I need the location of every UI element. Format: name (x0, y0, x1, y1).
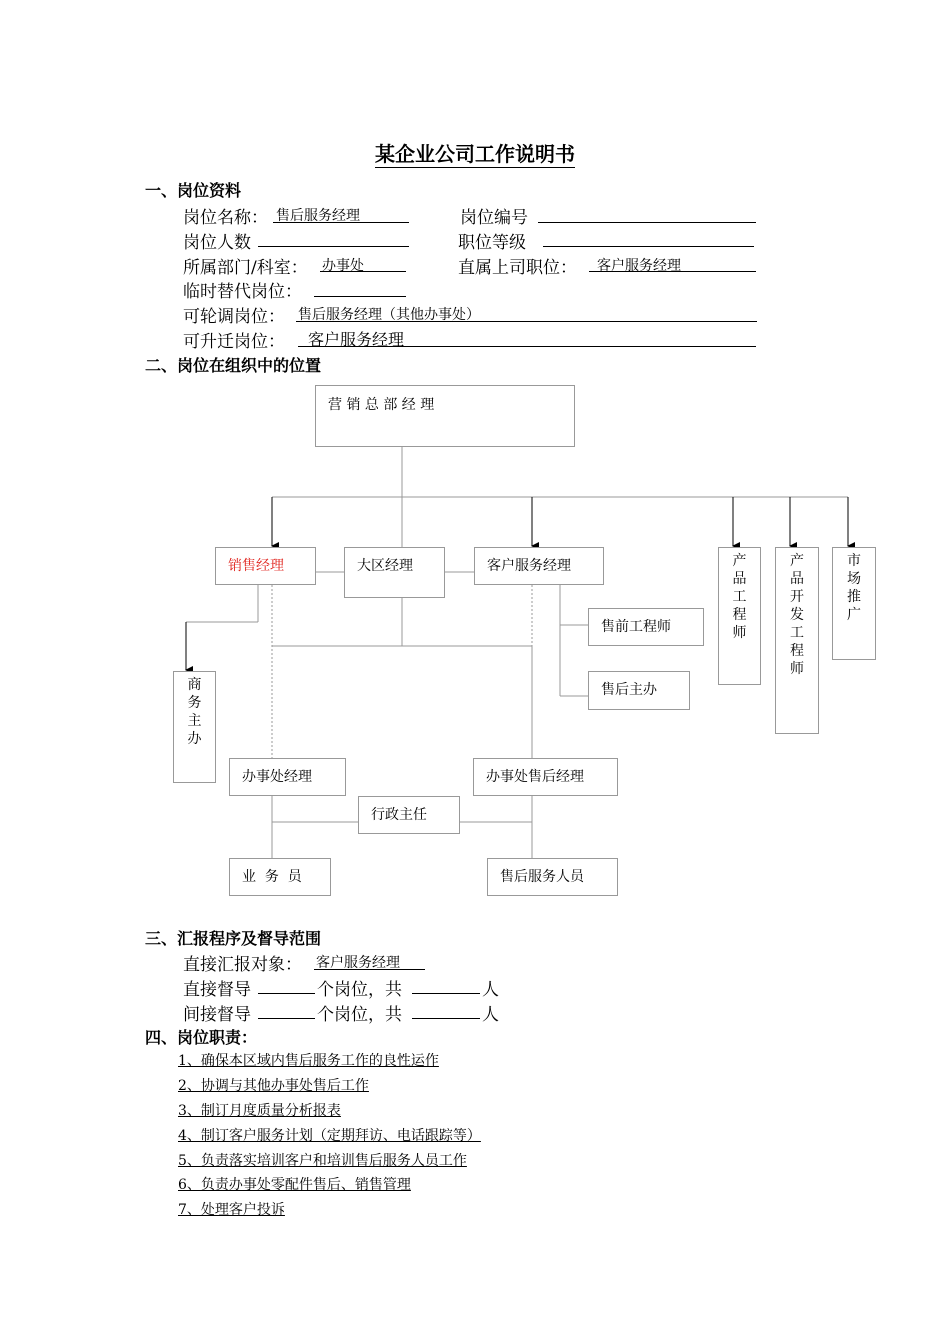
org-aftersales-staff-label: 售后服务人员 (500, 869, 584, 885)
page-title: 某企业公司工作说明书 (375, 142, 575, 166)
char: 办 (187, 731, 202, 747)
duty-item: 4、制订客户服务计划（定期拜访、电话跟踪等） (178, 1128, 481, 1144)
char: 师 (732, 625, 747, 641)
section1-heading: 一、岗位资料 (145, 181, 242, 200)
char: 开 (790, 589, 804, 605)
org-region-manager-label: 大区经理 (357, 558, 413, 574)
post-no-label: 岗位编号 (460, 208, 528, 228)
duty-item: 1、确保本区域内售后服务工作的良性运作 (178, 1053, 439, 1069)
char: 市 (847, 553, 861, 569)
org-office-aftersales-manager-label: 办事处售后经理 (486, 769, 584, 785)
org-region-manager (344, 547, 445, 598)
org-sales-manager (215, 547, 316, 585)
temp-label: 临时替代岗位： (183, 282, 302, 302)
dept-label: 所属部门/科室： (183, 258, 308, 278)
section4-heading: 四、岗位职责： (145, 1028, 258, 1047)
direct-report-label: 直接汇报对象： (183, 955, 302, 975)
org-admin-director-label: 行政主任 (371, 807, 427, 823)
indirect-supervise-people-field (412, 1000, 480, 1019)
char: 发 (790, 607, 804, 623)
org-office-manager-label: 办事处经理 (242, 769, 312, 785)
char: 主 (187, 713, 202, 729)
rotate-label: 可轮调岗位： (183, 307, 285, 327)
duty-item: 2、协调与其他办事处售后工作 (178, 1078, 369, 1094)
promote-value: 客户服务经理 (308, 330, 405, 349)
direct-supervise-posts-field (258, 975, 315, 994)
headcount-label: 岗位人数 (183, 233, 251, 253)
org-product-dev-engineer (775, 547, 819, 734)
org-top-manager-label: 营 销 总 部 经 理 (328, 397, 435, 413)
char: 产 (732, 553, 747, 569)
char: 师 (790, 661, 804, 677)
org-salesman (229, 858, 331, 896)
rotate-value: 售后服务经理（其他办事处） (298, 307, 480, 323)
char: 工 (732, 589, 747, 605)
grade-label: 职位等级 (458, 233, 526, 253)
org-top-manager (315, 385, 575, 447)
char: 品 (732, 571, 747, 587)
char: 程 (790, 643, 804, 659)
duty-item: 3、制订月度质量分析报表 (178, 1103, 341, 1119)
char: 场 (847, 571, 861, 587)
section3-heading: 三、汇报程序及督导范围 (145, 929, 322, 948)
char: 程 (732, 607, 747, 623)
direct-supervise-people-field (412, 975, 480, 994)
char: 商 (187, 677, 202, 693)
superior-value: 客户服务经理 (597, 258, 681, 274)
direct-report-value: 客户服务经理 (316, 955, 400, 971)
post-name-label: 岗位名称： (183, 208, 268, 228)
section2-heading: 二、岗位在组织中的位置 (145, 356, 322, 375)
direct-supervise-posts-text: 个岗位，共 (317, 980, 402, 1000)
org-presales-engineer (588, 608, 704, 646)
duty-item: 6、负责办事处零配件售后、销售管理 (178, 1177, 411, 1193)
dept-value: 办事处 (322, 258, 364, 274)
org-office-manager (229, 758, 346, 796)
char: 推 (847, 589, 861, 605)
char: 品 (790, 571, 804, 587)
char: 务 (187, 695, 202, 711)
org-aftersales-supervisor (588, 671, 690, 710)
direct-supervise-people-text: 人 (482, 980, 499, 1000)
char: 产 (790, 553, 804, 569)
org-salesman-label: 业 务 员 (242, 869, 302, 885)
org-office-aftersales-manager (473, 758, 618, 796)
indirect-supervise-people-text: 人 (482, 1005, 499, 1025)
org-cs-manager-label: 客户服务经理 (487, 558, 571, 574)
direct-supervise-label: 直接督导 (183, 980, 251, 1000)
org-admin-director (358, 796, 460, 834)
superior-label: 直属上司职位： (458, 258, 577, 278)
indirect-supervise-label: 间接督导 (183, 1005, 251, 1025)
org-presales-engineer-label: 售前工程师 (601, 619, 671, 635)
org-cs-manager (474, 547, 604, 585)
promote-label: 可升迁岗位： (183, 332, 285, 352)
post-name-value: 售后服务经理 (276, 208, 360, 224)
duty-item: 5、负责落实培训客户和培训售后服务人员工作 (178, 1153, 467, 1169)
org-aftersales-staff (487, 858, 618, 896)
char: 工 (790, 625, 804, 641)
direct-report-underline (314, 951, 425, 970)
org-product-engineer (718, 547, 761, 685)
org-business-assistant (173, 671, 216, 783)
duty-item: 7、处理客户投诉 (178, 1202, 285, 1218)
indirect-supervise-posts-text: 个岗位，共 (317, 1005, 402, 1025)
char: 广 (847, 607, 861, 623)
indirect-supervise-posts-field (258, 1000, 315, 1019)
org-market-promotion (832, 547, 876, 660)
org-aftersales-supervisor-label: 售后主办 (601, 682, 657, 698)
org-sales-manager-label: 销售经理 (228, 558, 284, 574)
